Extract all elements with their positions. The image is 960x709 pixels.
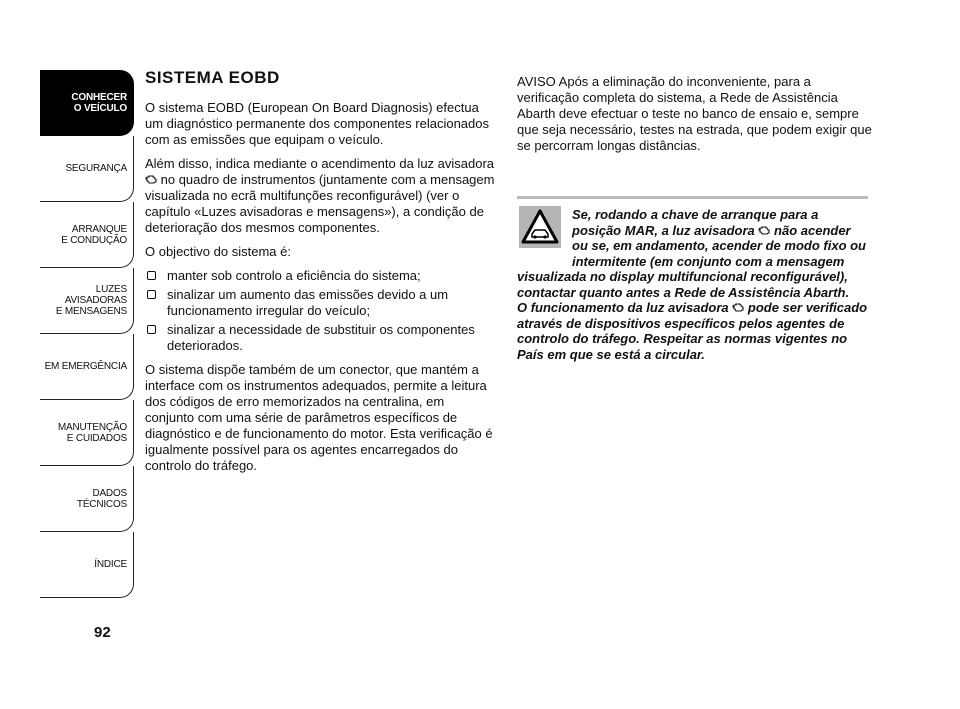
tab-em-emergencia[interactable] <box>40 334 134 400</box>
list-item: sinalizar um aumento das emissões devido a um funcionamento irregular do veículo; <box>145 287 495 319</box>
tab-label: EM EMERGÊNCIA <box>44 361 127 372</box>
tab-label: DADOS TÉCNICOS <box>76 487 127 510</box>
engine-warning-icon <box>145 174 157 185</box>
tab-label: CONHECER O VEÍCULO <box>71 91 127 114</box>
paragraph-objective: O objectivo do sistema é: <box>145 244 291 259</box>
tab-label: MANUTENÇÃO E CUIDADOS <box>57 421 127 444</box>
warning-text-part: não acender ou se, em andamento, acender de modo fixo ou intermitente (em conjunto com a mensagem visualizada no display multifuncional reconfigurável), contactar quanto antes a Rede de Assistência Abarth. <box>517 222 866 300</box>
tab-label: ÍNDICE <box>94 559 127 570</box>
list-item: sinalizar a necessidade de substituir os componentes deteriorados. <box>145 322 495 354</box>
objective-list <box>145 268 495 354</box>
aviso-paragraph: AVISO Após a eliminação do inconveniente, para a verificação completa do sistema, a Rede de Assistência Abarth deve efectuar o teste no banco de ensaio e, sempre que seja necessário, testes na estrada, que podem exigir que se percorram longas distâncias. <box>517 74 872 153</box>
warning-text-part: O funcionamento da luz avisadora <box>517 300 729 315</box>
tab-indice[interactable] <box>40 532 134 598</box>
section-title: SISTEMA EOBD <box>145 68 280 87</box>
list-item: manter sob controlo a eficiência do sistema; <box>145 268 495 284</box>
tab-label: SEGURANÇA <box>65 163 127 174</box>
page-number: 92 <box>94 624 111 641</box>
warning-text <box>517 207 869 362</box>
right-column <box>517 74 872 154</box>
tab-label: LUZES AVISADORAS E MENSAGENS <box>55 284 127 317</box>
tab-label: ARRANQUE E CONDUÇÃO <box>61 223 127 246</box>
tab-arranque-e-conducao[interactable] <box>40 202 134 268</box>
warning-text-part: pode ser verificado através de dispositivos específicos pelos agentes de controlo do tráfego. Respeitar as normas vigentes no País em que se está a circular. <box>517 300 868 362</box>
warning-text-part: Se, rodando a chave de arranque para a posição MAR, a luz avisadora <box>572 207 819 238</box>
paragraph-warning-light <box>145 156 495 236</box>
engine-warning-icon <box>732 302 744 313</box>
chapter-tabs <box>40 70 134 598</box>
tab-manutencao[interactable] <box>40 400 134 466</box>
paragraph-text: Além disso, indica mediante o acendimento da luz avisadora <box>145 156 495 171</box>
tab-dados-tecnicos[interactable] <box>40 466 134 532</box>
section-divider <box>517 196 868 199</box>
left-column <box>145 70 495 482</box>
paragraph-text: no quadro de instrumentos (juntamente com a mensagem visualizada no ecrã multifunções reconfigurável) (ver o capítulo «Luzes avisadoras e mensagens»), a condição de deterioração dos mesmos componentes. <box>145 172 495 235</box>
paragraph-connector: O sistema dispõe também de um conector, que mantém a interface com os instrumentos adequados, permite a leitura dos códigos de erro memorizados na centralina, em conjunto com uma série de parâmetros específicos de diagnóstico e de funcionamento do motor. Esta verificação é igualmente possível para os agentes encarregados do controlo do tráfego. <box>145 362 493 473</box>
tab-seguranca[interactable] <box>40 136 134 202</box>
engine-warning-icon <box>758 225 770 236</box>
tab-luzes-avisadoras[interactable] <box>40 268 134 334</box>
paragraph-intro: O sistema EOBD (European On Board Diagnosis) efectua um diagnóstico permanente dos componentes relacionados com as emissões que equipam o veículo. <box>145 100 489 147</box>
tab-conhecer-o-veiculo[interactable] <box>40 70 134 136</box>
